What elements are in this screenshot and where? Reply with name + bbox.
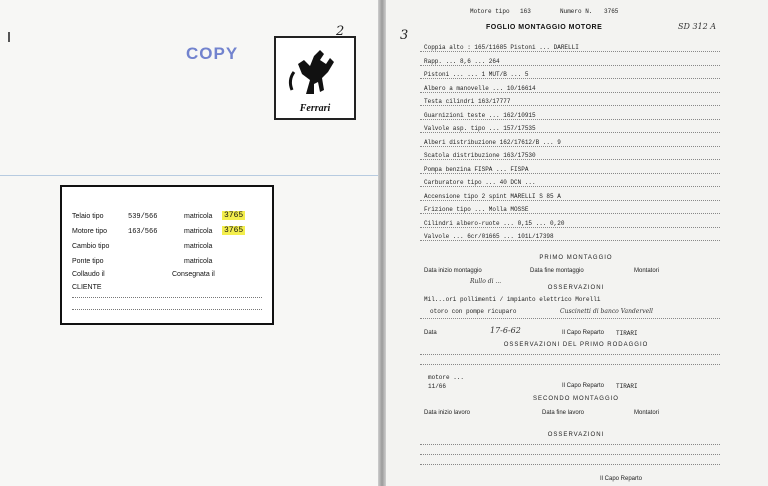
secondo-montaggio-heading: SECONDO MONTAGGIO (533, 396, 619, 402)
book-gutter (378, 0, 386, 486)
rodaggio-rule-2 (420, 364, 720, 365)
osservazioni-heading: OSSERVAZIONI (547, 285, 605, 291)
form-line: Coppia alto : 165/11685 Pistoni ... DARELLI (424, 44, 579, 51)
obs2-rule-3 (420, 464, 720, 465)
ponte-label: Ponte tipo (72, 258, 104, 265)
capo-reparto-value-2: TIRARI (616, 383, 638, 390)
observation-line-1: Mil...ori pollimenti / impianto elettrico Morelli (424, 296, 601, 303)
form-line-rule (420, 159, 720, 160)
obs-primo-rodaggio-heading: OSSERVAZIONI DEL PRIMO RODAGGIO (503, 342, 649, 348)
form-line-rule (420, 227, 720, 228)
montatori-label-2: Montatori (634, 410, 660, 416)
chassis-record-card (60, 185, 274, 325)
form-line: Accensione tipo 2 spint MARELLI S 85 A (424, 192, 561, 200)
prancing-horse-icon (284, 44, 346, 102)
form-line-rule (420, 119, 720, 120)
consegnata-label: Consegnata il (172, 271, 215, 278)
motore-matricola: 3765 (224, 226, 244, 235)
form-line-rule (420, 65, 720, 66)
header-numero-label: Numero N. (560, 8, 593, 15)
data-fine-label: Data fine montaggio (530, 268, 584, 274)
form-line: Rapp. ... 8,6 ... 264 (424, 57, 500, 65)
motore-value: 163/566 (128, 228, 158, 236)
form-line-rule (420, 213, 720, 214)
page-number-circled: 2 (336, 24, 345, 39)
form-line-rule (420, 78, 720, 79)
form-line: Pistoni ... ... 1 MUT/B ... 5 (424, 71, 529, 78)
divider-line (0, 175, 378, 176)
cliente-line (72, 297, 262, 298)
motore-matricola-label: matricola (184, 228, 213, 235)
motore-row (72, 226, 244, 236)
ponte-matricola-label: matricola (184, 258, 213, 265)
margin-mark (8, 32, 10, 42)
collaudo-row (72, 271, 215, 278)
ferrari-logo (274, 36, 356, 120)
collaudo-label: Collaudo il (72, 271, 105, 278)
form-line-rule (420, 132, 720, 133)
motore-label: Motore tipo (72, 228, 108, 235)
telaio-matricola-label: matricola (184, 213, 213, 220)
form-title: FOGLIO MONTAGGIO MOTORE (486, 24, 603, 31)
data-inizio-lavoro-label: Data inizio lavoro (424, 410, 471, 416)
data-fine-lavoro-label: Data fine lavoro (542, 410, 585, 416)
form-line-rule (420, 92, 720, 93)
form-line-rule (420, 146, 720, 147)
header-motore-label: Motore tipo (470, 8, 510, 15)
cambio-matricola-label: matricola (184, 243, 213, 250)
montatori-label: Montatori (634, 268, 660, 274)
primo-montaggio-heading: PRIMO MONTAGGIO (539, 255, 613, 261)
form-line: Alberi distribuzione 162/17612/B ... 9 (424, 138, 561, 146)
form-line-rule (420, 173, 720, 174)
cliente-label: CLIENTE (72, 284, 102, 291)
ponte-row (72, 258, 213, 265)
form-line-rule (420, 240, 720, 241)
form-line: Valvole ... 6cr/01665 ... 101L/17398 (424, 233, 554, 240)
obs2-rule-2 (420, 454, 720, 455)
form-line: Carburatore tipo ... 40 DCN ... (424, 179, 536, 186)
data-inizio-label: Data inizio montaggio (424, 268, 482, 274)
form-line: Pompa benzina FISPA ... FISPA (424, 165, 529, 173)
page-number-circled-right: 3 (400, 28, 409, 43)
form-line: Frizione tipo ... Molla MOSSE (424, 206, 529, 213)
capo-reparto-value: TIRARI (616, 330, 638, 337)
telaio-label: Telaio tipo (72, 213, 104, 220)
cliente-line-2 (72, 309, 262, 310)
capo-reparto-label-2: Il Capo Reparto (562, 383, 605, 389)
osservazioni-heading-2: OSSERVAZIONI (547, 432, 605, 438)
form-line: Cilindri albero-ruote ... 0,15 ... 0,20 (424, 219, 565, 227)
handwritten-note-2: Cuscinetti di banco Vandervell (560, 308, 653, 315)
header-motore-value: 163 (520, 8, 531, 15)
obs-rule-1 (420, 318, 720, 319)
form-line-rule (420, 51, 720, 52)
telaio-value: 539/566 (128, 213, 158, 221)
cliente-row (72, 284, 102, 291)
capo-reparto-label-3: Il Capo Reparto (600, 476, 643, 482)
form-line-rule (420, 200, 720, 201)
form-line: Valvole asp. tipo ... 157/17535 (424, 125, 536, 132)
form-line: Albero a manovelle ... 10/16614 (424, 84, 536, 92)
ferrari-wordmark: Ferrari (299, 103, 331, 114)
form-line: Scatola distribuzione 163/17530 (424, 152, 536, 159)
handwritten-note-1: Rullo di ... (470, 278, 502, 285)
data-value: 17-6-62 (490, 326, 521, 335)
observation-line-2: otoro con pompe ricuparo (430, 308, 517, 315)
form-line-rule (420, 105, 720, 106)
ref-code: SD 312 A (678, 22, 717, 31)
obs2-rule-1 (420, 444, 720, 445)
header-numero-value: 3765 (604, 8, 619, 15)
data-label: Data (424, 330, 437, 336)
form-line: Guarnizioni teste ... 162/10915 (424, 111, 536, 119)
copy-stamp: COPY (186, 44, 239, 63)
form-line-rule (420, 186, 720, 187)
cambio-row (72, 243, 213, 250)
data-value-2: 11/66 (428, 383, 447, 390)
form-line: Testa cilindri 163/17777 (424, 98, 511, 105)
capo-reparto-label: Il Capo Reparto (562, 330, 605, 336)
telaio-row (72, 211, 244, 221)
telaio-matricola: 3765 (224, 211, 244, 220)
motore-line: motore ... (428, 374, 465, 381)
rodaggio-rule-1 (420, 354, 720, 355)
cambio-label: Cambio tipo (72, 243, 110, 250)
